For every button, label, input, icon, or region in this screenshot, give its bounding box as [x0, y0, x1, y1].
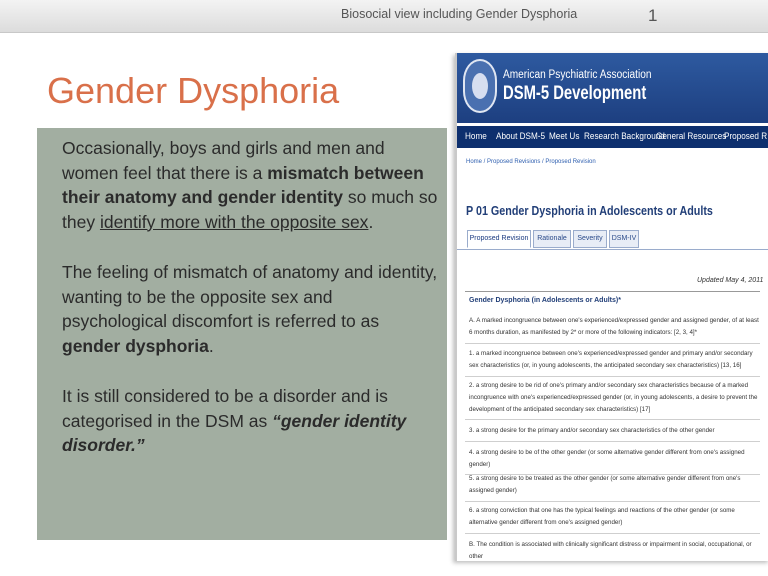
dsm5-breadcrumb: Home / Proposed Revisions / Proposed Revision — [466, 159, 596, 165]
nav-proposed-revisions: Proposed R — [724, 131, 768, 142]
criterion-1: 1. a marked incongruence between one's experienced/expressed gender and primary and/or secondary sex characteristics (or, in young adolescents, the anticipated secondary sex characteristics) [13, 16] — [469, 350, 753, 369]
paragraph-3 — [62, 384, 439, 458]
criterion-b: B. The condition is associated with clinically significant distress or impairment in social, occupational, or other — [469, 541, 752, 560]
nav-general-resources: General Resources — [656, 131, 727, 142]
criterion-divider — [465, 419, 760, 420]
tab-underline — [457, 249, 768, 250]
dsm5-nav-bar — [457, 126, 768, 148]
slide-header-title: Biosocial view including Gender Dysphoria — [341, 7, 578, 21]
paragraph-2 — [62, 260, 439, 358]
dsm5-site-name: DSM-5 Development — [503, 83, 647, 104]
p2-bold-1: gender dysphoria — [62, 335, 209, 356]
p3-bold-italic: “gender identity disorder.” — [62, 410, 407, 455]
criterion-4: 4. a strong desire to be of the other gender (or some alternative gender different from one's assigned gender) — [469, 449, 745, 468]
criteria-section-title: Gender Dysphoria (in Adolescents or Adults)* — [469, 297, 621, 304]
p3-text-1: It is still considered to be a disorder and is categorised in the DSM as — [62, 386, 388, 431]
p1-text-3: . — [368, 211, 374, 232]
updated-date: Updated May 4, 2011 — [697, 277, 764, 284]
criterion-divider — [465, 343, 760, 344]
p1-text-1: Occasionally, boys and girls and men and women feel that there is a — [62, 138, 385, 183]
slide-title: Gender Dysphoria — [47, 70, 340, 111]
apa-seal-icon — [463, 59, 497, 113]
apa-name: American Psychiatric Association — [503, 69, 652, 81]
tab-severity: Severity — [573, 230, 607, 248]
p1-bold-1: mismatch between their anatomy and gender identity — [62, 162, 424, 207]
criterion-divider — [465, 533, 760, 534]
section-divider — [465, 291, 760, 292]
criterion-6: 6. a strong conviction that one has the typical feelings and reactions of the other gender (or some alternative gender different from one's assigned gender) — [469, 507, 735, 526]
criterion-a: A. A marked incongruence between one's experienced/expressed gender and assigned gender, of at least 6 months duration, as manifested by 2* or more of the following indicators: [2, 3, 4]* — [469, 317, 759, 336]
criterion-divider — [465, 501, 760, 502]
criterion-2: 2. a strong desire to be rid of one's primary and/or secondary sex characteristics because of a marked incongruence with one's experienced/expressed gender (or, in young adolescents, a desire to prevent the development of the anticipated secondary sex characteristics) [17] — [469, 382, 758, 413]
dsm5-website-screenshot — [455, 53, 768, 561]
p1-text-2: so much so they — [62, 187, 438, 232]
paragraph-1 — [62, 136, 439, 234]
dsm5-page-title: P 01 Gender Dysphoria in Adolescents or Adults — [466, 204, 713, 218]
tab-dsm-iv: DSM-IV — [609, 230, 639, 248]
nav-research-background: Research Background — [584, 131, 665, 142]
p2-text-2: . — [208, 335, 214, 356]
p1-underlined: identify more with the opposite sex — [99, 211, 369, 232]
nav-home: Home — [465, 131, 487, 142]
criterion-3: 3. a strong desire for the primary and/or secondary sex characteristics of the other gender — [469, 427, 715, 434]
criterion-5: 5. a strong desire to be treated as the other gender (or some alternative gender different from one's assigned gender) — [469, 475, 741, 494]
slide-number: 1 — [648, 6, 658, 25]
tab-rationale: Rationale — [533, 230, 571, 248]
slide-header-bar — [0, 0, 768, 33]
nav-meet-us: Meet Us — [549, 131, 580, 142]
body-text-box — [37, 128, 447, 540]
criterion-divider — [465, 376, 760, 377]
tab-proposed-revision: Proposed Revision — [467, 230, 531, 248]
criterion-divider — [465, 441, 760, 442]
dsm5-banner — [457, 53, 768, 123]
p2-text-1: The feeling of mismatch of anatomy and identity, wanting to be the opposite sex and psychological discomfort is referred to as — [62, 262, 438, 331]
nav-about-dsm5: About DSM-5 — [496, 131, 546, 142]
